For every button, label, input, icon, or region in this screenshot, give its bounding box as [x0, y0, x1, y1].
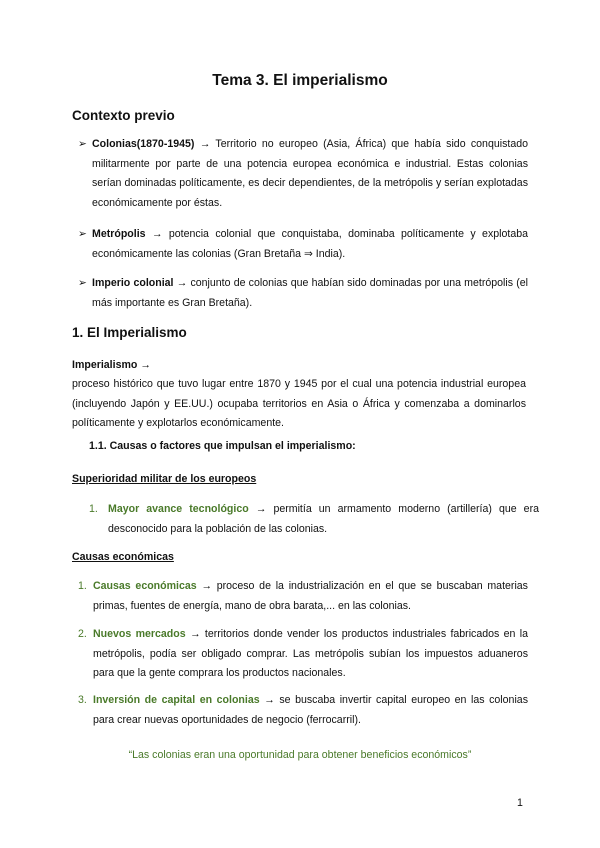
- definition: → potencia colonial que conquistaba, dominaba políticamente y explotaba económicamente las colonias (Gran Bretaña ⇒ India).: [92, 228, 528, 260]
- list-number: 1.: [78, 580, 87, 592]
- definition-text-imperialismo: proceso histórico que tuvo lugar entre 1870 y 1945 por el cual una potencia industrial europea (incluyendo Japón y EE.UU.) ocupaba territorios en Asia o África y comenzaba a dominarlos políticamente y explotarlos económicamente.: [72, 378, 526, 429]
- definition: → territorios donde vender los productos industriales fabricados en la metrópolis, podía ser obligado comprar. Las metrópolis subían los impuestos aduaneros para que la gente comprara los productos nacionales.: [93, 628, 528, 679]
- term: Imperio colonial: [92, 277, 174, 289]
- definition-term-imperialismo: Imperialismo →: [72, 359, 151, 371]
- quote: “Las colonias eran una oportunidad para obtener beneficios económicos”: [128, 749, 472, 761]
- list-item-avance-tecnologico: [89, 500, 539, 539]
- definition: → conjunto de colonias que habían sido dominadas por una metrópolis (el más importante es Gran Bretaña).: [92, 277, 528, 309]
- heading-causas-economicas: Causas económicas: [72, 551, 174, 563]
- bullet-item-imperio-colonial: [78, 274, 528, 313]
- definition: → proceso de la industrialización en el que se buscaban materias primas, fuentes de energía, mano de obra barata,... en las colonias.: [93, 580, 528, 612]
- bullet-item-metropolis: [78, 225, 528, 264]
- bullet-item-colonias: [78, 135, 528, 213]
- arrow-bullet-icon: ➢: [78, 228, 87, 240]
- arrow-bullet-icon: ➢: [78, 277, 87, 289]
- list-item-causas-economicas: [78, 577, 528, 616]
- term: Inversión de capital en colonias: [93, 694, 260, 706]
- definition: → se buscaba invertir capital europeo en las colonias para crear nuevas oportunidades de negocio (ferrocarril).: [93, 694, 528, 726]
- section-heading-contexto: Contexto previo: [72, 108, 175, 123]
- subsection-heading-causas: 1.1. Causas o factores que impulsan el imperialismo:: [89, 440, 356, 452]
- heading-superioridad-militar: Superioridad militar de los europeos: [72, 473, 257, 485]
- page-title: Tema 3. El imperialismo: [212, 72, 388, 89]
- list-number: 3.: [78, 694, 87, 706]
- list-item-nuevos-mercados: [78, 625, 528, 684]
- definition: → permitía un armamento moderno (artillería) que era desconocido para la población de las colonias.: [108, 503, 539, 535]
- page-number: 1: [517, 797, 523, 809]
- term: Nuevos mercados: [93, 628, 186, 640]
- section-heading-imperialismo: 1. El Imperialismo: [72, 325, 187, 340]
- arrow-bullet-icon: ➢: [78, 138, 87, 150]
- term: Colonias(1870-1945): [92, 138, 195, 150]
- term: Causas económicas: [93, 580, 197, 592]
- term: Mayor avance tecnológico: [108, 503, 249, 515]
- term: Metrópolis: [92, 228, 146, 240]
- list-number: 2.: [78, 628, 87, 640]
- list-number: 1.: [89, 503, 98, 515]
- list-item-inversion-capital: [78, 691, 528, 730]
- definition: → Territorio no europeo (Asia, África) que había sido conquistado militarmente por parte de una potencia europea económica e industrial. Estas colonias serían dominadas políticamente, es decir dependientes, de la metrópolis y serían explotadas económicamente por éstas.: [92, 138, 528, 209]
